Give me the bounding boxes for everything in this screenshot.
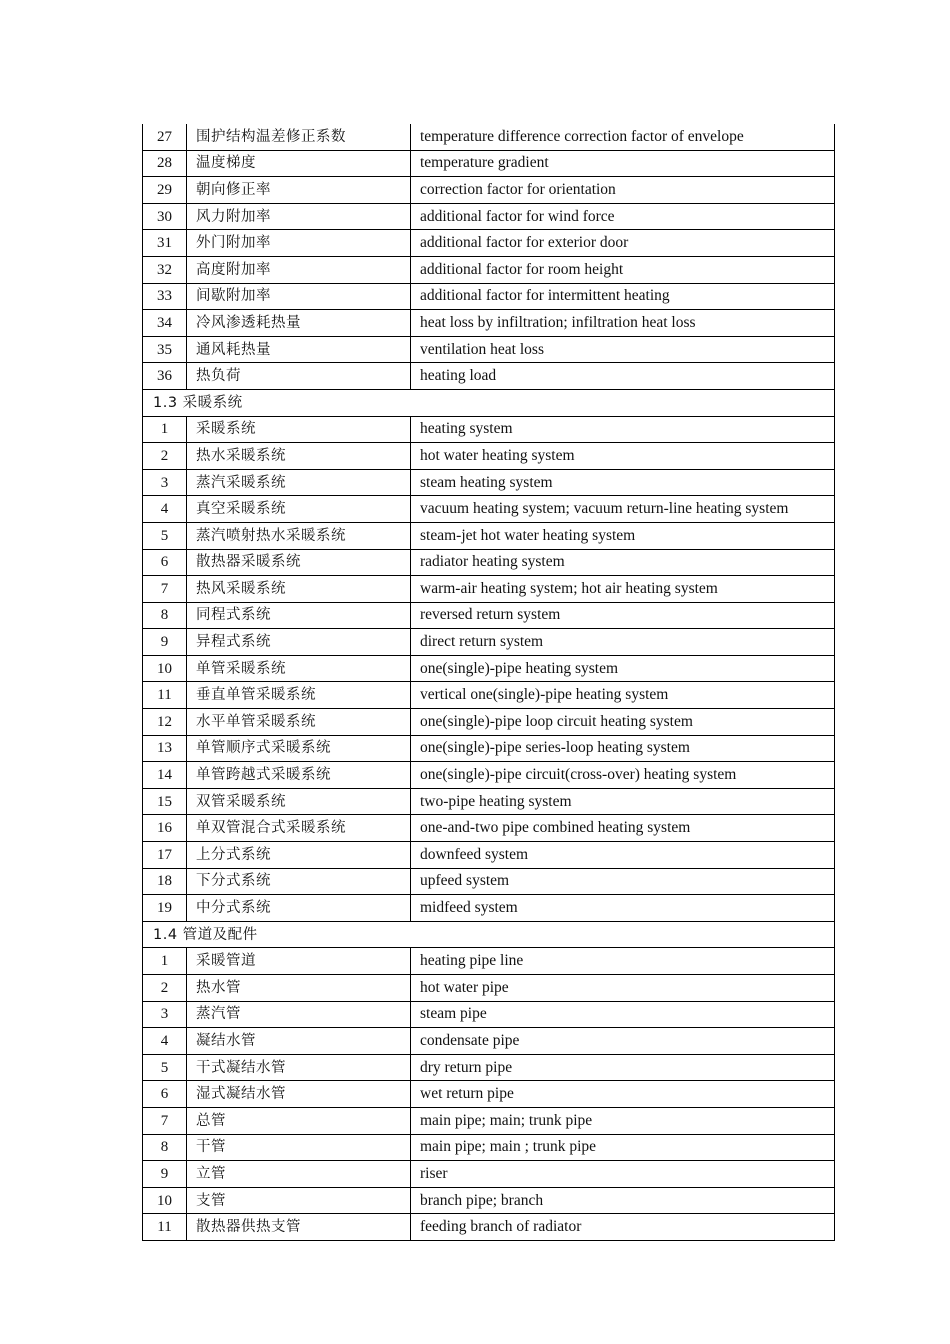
term-number: 14 [143,762,187,789]
term-english: heating system [411,416,835,443]
term-chinese: 热水采暖系统 [187,443,411,470]
term-chinese: 异程式系统 [187,629,411,656]
term-chinese: 温度梯度 [187,150,411,177]
term-number: 18 [143,868,187,895]
term-number: 13 [143,735,187,762]
term-chinese: 围护结构温差修正系数 [187,124,411,150]
term-number: 32 [143,256,187,283]
term-number: 9 [143,1161,187,1188]
table-row [143,1134,835,1161]
table-row [143,549,835,576]
term-number: 5 [143,1054,187,1081]
term-chinese: 湿式凝结水管 [187,1081,411,1108]
term-chinese: 上分式系统 [187,842,411,869]
term-number: 11 [143,682,187,709]
term-english: hot water pipe [411,975,835,1002]
term-english: additional factor for wind force [411,203,835,230]
term-english: upfeed system [411,868,835,895]
term-english: main pipe; main ; trunk pipe [411,1134,835,1161]
section-heading: 1.3 采暖系统 [143,389,835,416]
term-chinese: 热负荷 [187,363,411,390]
section-heading-row [143,921,835,948]
table-row [143,1081,835,1108]
term-chinese: 干管 [187,1134,411,1161]
term-number: 15 [143,788,187,815]
term-chinese: 下分式系统 [187,868,411,895]
table-row [143,709,835,736]
table-row [143,629,835,656]
term-chinese: 垂直单管采暖系统 [187,682,411,709]
term-number: 7 [143,1107,187,1134]
term-number: 2 [143,443,187,470]
term-english: midfeed system [411,895,835,922]
table-row [143,283,835,310]
glossary-body [143,124,835,1240]
term-english: dry return pipe [411,1054,835,1081]
term-chinese: 水平单管采暖系统 [187,709,411,736]
term-chinese: 热水管 [187,975,411,1002]
term-chinese: 真空采暖系统 [187,496,411,523]
term-chinese: 立管 [187,1161,411,1188]
term-english: one-and-two pipe combined heating system [411,815,835,842]
term-english: wet return pipe [411,1081,835,1108]
table-row [143,1028,835,1055]
term-english: additional factor for intermittent heating [411,283,835,310]
term-chinese: 单管跨越式采暖系统 [187,762,411,789]
term-chinese: 双管采暖系统 [187,788,411,815]
table-row [143,363,835,390]
table-row [143,735,835,762]
term-chinese: 支管 [187,1187,411,1214]
term-chinese: 凝结水管 [187,1028,411,1055]
table-row [143,177,835,204]
term-chinese: 同程式系统 [187,602,411,629]
table-row [143,842,835,869]
table-row [143,1161,835,1188]
term-chinese: 朝向修正率 [187,177,411,204]
table-row [143,948,835,975]
term-english: warm-air heating system; hot air heating system [411,576,835,603]
table-row [143,443,835,470]
term-number: 17 [143,842,187,869]
term-chinese: 散热器采暖系统 [187,549,411,576]
term-number: 3 [143,1001,187,1028]
term-chinese: 冷风渗透耗热量 [187,310,411,337]
table-row [143,1107,835,1134]
term-number: 8 [143,1134,187,1161]
term-english: condensate pipe [411,1028,835,1055]
term-number: 30 [143,203,187,230]
term-number: 4 [143,496,187,523]
table-row [143,895,835,922]
section-heading: 1.4 管道及配件 [143,921,835,948]
table-row [143,815,835,842]
term-english: two-pipe heating system [411,788,835,815]
term-number: 5 [143,522,187,549]
term-english: one(single)-pipe circuit(cross-over) heating system [411,762,835,789]
table-row [143,256,835,283]
table-row [143,1214,835,1241]
term-english: reversed return system [411,602,835,629]
table-row [143,576,835,603]
term-chinese: 蒸汽采暖系统 [187,469,411,496]
table-row [143,868,835,895]
table-row [143,762,835,789]
term-number: 10 [143,1187,187,1214]
term-english: one(single)-pipe heating system [411,655,835,682]
table-row [143,975,835,1002]
table-row [143,150,835,177]
term-number: 12 [143,709,187,736]
term-chinese: 散热器供热支管 [187,1214,411,1241]
term-english: heat loss by infiltration; infiltration heat loss [411,310,835,337]
term-chinese: 热风采暖系统 [187,576,411,603]
term-english: steam pipe [411,1001,835,1028]
term-english: additional factor for exterior door [411,230,835,257]
term-english: main pipe; main; trunk pipe [411,1107,835,1134]
term-number: 7 [143,576,187,603]
table-row [143,310,835,337]
table-row [143,496,835,523]
term-number: 10 [143,655,187,682]
term-english: hot water heating system [411,443,835,470]
term-english: feeding branch of radiator [411,1214,835,1241]
term-english: heating pipe line [411,948,835,975]
term-number: 8 [143,602,187,629]
table-row [143,469,835,496]
term-english: additional factor for room height [411,256,835,283]
term-number: 9 [143,629,187,656]
term-chinese: 采暖管道 [187,948,411,975]
term-chinese: 单双管混合式采暖系统 [187,815,411,842]
term-english: one(single)-pipe loop circuit heating system [411,709,835,736]
term-chinese: 总管 [187,1107,411,1134]
term-english: steam heating system [411,469,835,496]
term-chinese: 高度附加率 [187,256,411,283]
term-number: 16 [143,815,187,842]
term-number: 31 [143,230,187,257]
term-number: 28 [143,150,187,177]
term-english: steam-jet hot water heating system [411,522,835,549]
term-number: 27 [143,124,187,150]
term-chinese: 中分式系统 [187,895,411,922]
term-english: one(single)-pipe series-loop heating system [411,735,835,762]
table-row [143,682,835,709]
table-row [143,602,835,629]
term-number: 1 [143,416,187,443]
term-chinese: 单管顺序式采暖系统 [187,735,411,762]
term-chinese: 外门附加率 [187,230,411,257]
term-chinese: 间歇附加率 [187,283,411,310]
term-number: 2 [143,975,187,1002]
term-english: ventilation heat loss [411,336,835,363]
term-english: downfeed system [411,842,835,869]
term-number: 4 [143,1028,187,1055]
term-number: 35 [143,336,187,363]
table-row [143,1054,835,1081]
term-chinese: 采暖系统 [187,416,411,443]
term-number: 1 [143,948,187,975]
term-number: 6 [143,549,187,576]
term-english: vacuum heating system; vacuum return-line heating system [411,496,835,523]
table-row [143,336,835,363]
term-chinese: 风力附加率 [187,203,411,230]
term-number: 36 [143,363,187,390]
term-number: 3 [143,469,187,496]
table-row [143,655,835,682]
term-number: 11 [143,1214,187,1241]
term-english: radiator heating system [411,549,835,576]
term-number: 6 [143,1081,187,1108]
table-row [143,124,835,150]
term-chinese: 蒸汽喷射热水采暖系统 [187,522,411,549]
table-row [143,1187,835,1214]
term-number: 34 [143,310,187,337]
section-heading-row [143,389,835,416]
term-english: heating load [411,363,835,390]
table-row [143,522,835,549]
term-chinese: 干式凝结水管 [187,1054,411,1081]
term-number: 19 [143,895,187,922]
term-chinese: 蒸汽管 [187,1001,411,1028]
table-row [143,1001,835,1028]
term-english: branch pipe; branch [411,1187,835,1214]
term-english: direct return system [411,629,835,656]
term-english: temperature difference correction factor of envelope [411,124,835,150]
term-english: correction factor for orientation [411,177,835,204]
term-english: riser [411,1161,835,1188]
table-row [143,416,835,443]
term-number: 29 [143,177,187,204]
table-row [143,203,835,230]
glossary-table [142,124,835,1241]
term-chinese: 通风耗热量 [187,336,411,363]
term-english: vertical one(single)-pipe heating system [411,682,835,709]
term-number: 33 [143,283,187,310]
term-english: temperature gradient [411,150,835,177]
table-row [143,788,835,815]
term-chinese: 单管采暖系统 [187,655,411,682]
table-row [143,230,835,257]
